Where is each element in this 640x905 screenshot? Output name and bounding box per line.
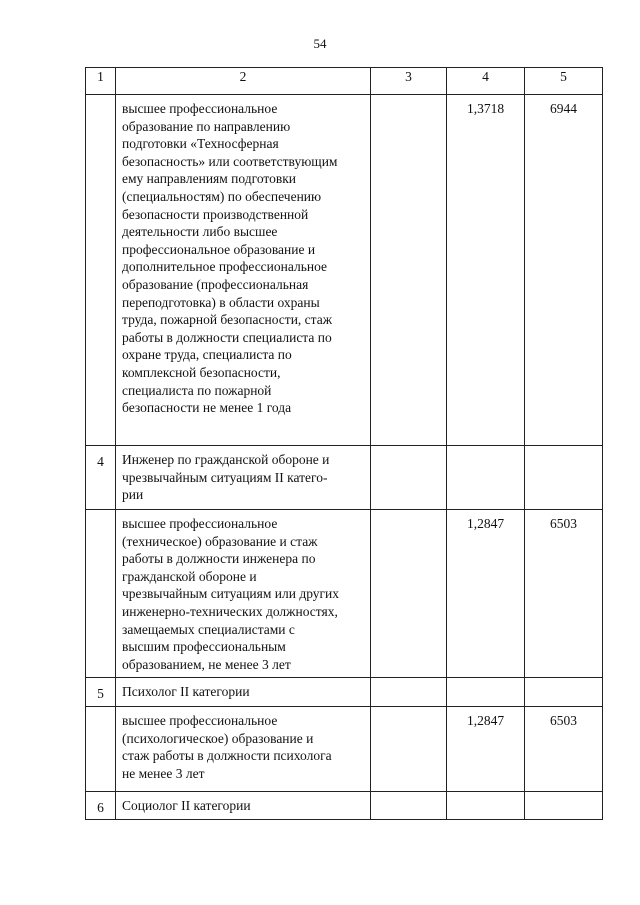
cell-coefficient: 1,2847: [447, 510, 525, 678]
cell-col3: [371, 707, 447, 792]
cell-col3: [371, 792, 447, 820]
header-cell: 1: [86, 68, 116, 95]
row-description: высшее профессиональное (психологическое) образование и стаж работы в должности психолога не менее 3 лет: [116, 707, 371, 792]
cell-coefficient: 1,2847: [447, 707, 525, 792]
header-cell: 4: [447, 68, 525, 95]
row-description: Инженер по гражданской обороне и чрезвычайным ситуациям II катего- рии: [116, 446, 371, 510]
cell-coefficient: 1,3718: [447, 95, 525, 446]
cell-coefficient: [447, 446, 525, 510]
page-number: 54: [313, 36, 327, 51]
header-cell: 2: [116, 68, 371, 95]
row-number: [86, 707, 116, 792]
table-header-row: [86, 68, 603, 95]
row-description: Социолог II категории: [116, 792, 371, 820]
row-description: Психолог II категории: [116, 678, 371, 707]
cell-salary: [525, 792, 603, 820]
cell-salary: 6503: [525, 510, 603, 678]
header-cell: 3: [371, 68, 447, 95]
row-number: [86, 95, 116, 446]
row-description: высшее профессиональное (техническое) образование и стаж работы в должности инженера по гражданской обороне и чрезвычайным ситуациям или других инженерно-технических должностях, замещаемых специалистами с высшим профессиональным образованием, не менее 3 лет: [116, 510, 371, 678]
row-number: 6: [86, 792, 116, 820]
qualification-table: [85, 67, 603, 820]
cell-col3: [371, 678, 447, 707]
cell-coefficient: [447, 792, 525, 820]
table-row: [86, 446, 603, 510]
row-number: [86, 510, 116, 678]
cell-col3: [371, 510, 447, 678]
row-number: 5: [86, 678, 116, 707]
row-description: высшее профессиональное образование по направлению подготовки «Техносферная безопасность» или соответствующим ему направлениям подготовки (специальностям) по обеспечению безопасности производственной деятельности либо высшее профессиональное образование и дополнительное профессиональное образование (профессиональная переподготовка) в области охраны труда, пожарной безопасности, стаж работы в должности специалиста по охране труда, специалиста по комплексной безопасности, специалиста по пожарной безопасности не менее 1 года: [116, 95, 371, 446]
table-row: [86, 95, 603, 446]
table-row: [86, 707, 603, 792]
cell-coefficient: [447, 678, 525, 707]
row-number: 4: [86, 446, 116, 510]
cell-salary: [525, 446, 603, 510]
table-row: [86, 510, 603, 678]
header-cell: 5: [525, 68, 603, 95]
table-row: [86, 792, 603, 820]
cell-salary: 6944: [525, 95, 603, 446]
cell-col3: [371, 446, 447, 510]
table-row: [86, 678, 603, 707]
cell-salary: [525, 678, 603, 707]
cell-col3: [371, 95, 447, 446]
cell-salary: 6503: [525, 707, 603, 792]
